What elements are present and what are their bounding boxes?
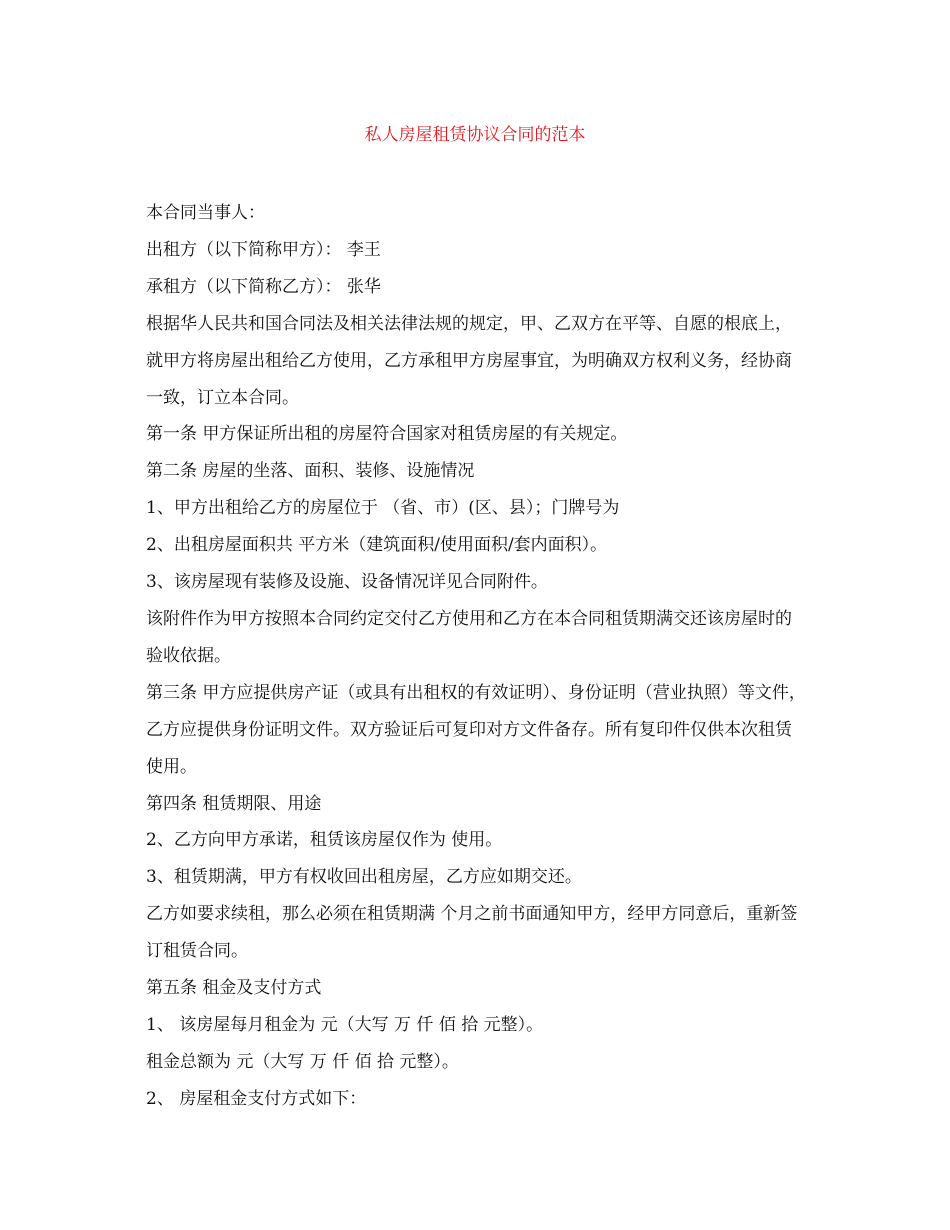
paragraph-article-5-item-1: 1、 该房屋每月租金为 元（大写 万 仟 佰 拾 元整）。 <box>146 1014 544 1035</box>
paragraph-lessee: 承租方（以下简称乙方）： 张华 <box>146 276 381 297</box>
document-body <box>146 195 806 1118</box>
paragraph-article-2-heading: 第二条 房屋的坐落、面积、装修、设施情况 <box>146 461 475 482</box>
paragraph-appendix-note: 该附件作为甲方按照本合同约定交付乙方使用和乙方在本合同租赁期满交还该房屋时的验收依据。 <box>146 608 792 666</box>
paragraph-article-2-item-2: 2、出租房屋面积共 平方米（建筑面积/使用面积/套内面积）。 <box>146 535 608 556</box>
document-title: 私人房屋租赁协议合同的范本 <box>364 125 586 145</box>
paragraph-article-2-item-1: 1、甲方出租给乙方的房屋位于 （省、市）(区、县）；门牌号为 <box>146 498 620 519</box>
paragraph-article-3: 第三条 甲方应提供房产证（或具有出租权的有效证明）、身份证明（营业执照）等文件，乙方应提供身份证明文件。双方验证后可复印对方文件备存。所有复印件仅供本次租赁使用。 <box>146 682 806 777</box>
paragraph-renewal: 乙方如要求续租，那么必须在租赁期满 个月之前书面通知甲方，经甲方同意后，重新签订租赁合同。 <box>146 904 798 962</box>
paragraph-preamble: 根据华人民共和国合同法及相关法律法规的规定，甲、乙双方在平等、自愿的根底上，就甲方将房屋出租给乙方使用，乙方承租甲方房屋事宜，为明确双方权利义务，经协商一致，订立本合同。 <box>146 313 792 408</box>
paragraph-article-5-heading: 第五条 租金及支付方式 <box>146 978 322 999</box>
paragraph-article-4-heading: 第四条 租赁期限、用途 <box>146 793 322 814</box>
paragraph-parties-heading: 本合同当事人： <box>146 203 265 223</box>
paragraph-article-1: 第一条 甲方保证所出租的房屋符合国家对租赁房屋的有关规定。 <box>146 424 628 445</box>
paragraph-article-5-item-2: 2、 房屋租金支付方式如下： <box>146 1088 367 1109</box>
paragraph-lessor: 出租方（以下简称甲方）： 李王 <box>146 239 381 260</box>
paragraph-article-4-item-2: 2、乙方向甲方承诺，租赁该房屋仅作为 使用。 <box>146 830 503 851</box>
paragraph-article-4-item-3: 3、租赁期满，甲方有权收回出租房屋，乙方应如期交还。 <box>146 867 582 888</box>
paragraph-article-2-item-3: 3、该房屋现有装修及设施、设备情况详见合同附件。 <box>146 572 548 593</box>
paragraph-total-rent: 租金总额为 元（大写 万 仟 佰 拾 元整）。 <box>146 1051 459 1072</box>
